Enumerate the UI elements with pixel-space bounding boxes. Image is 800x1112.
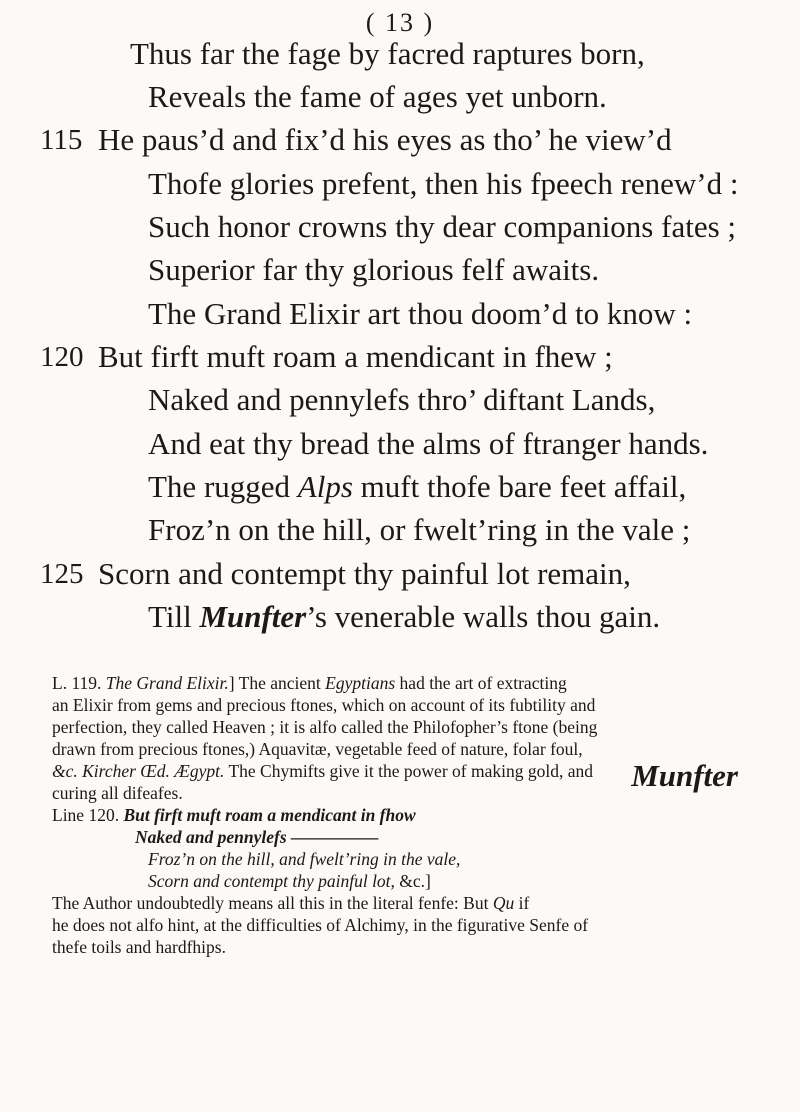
note-line: The Author undoubtedly means all this in the literal fenfe: But Qu if [52, 893, 530, 913]
verse-text: The Grand Elixir art thou doom’d to know : [148, 296, 693, 331]
note-line: Naked and pennylefs ————— [135, 827, 379, 847]
verse-line [0, 378, 800, 422]
verse-text-part: ’s venerable walls thou gain. [306, 599, 661, 634]
verse-line [0, 205, 800, 249]
verse-text: Such honor crowns thy dear companions fates ; [148, 209, 737, 244]
verse-line [0, 162, 800, 206]
note-line: curing all difeafes. [52, 783, 183, 803]
catchword: Munfter [631, 758, 738, 793]
page-number: ( 13 ) [365, 8, 435, 37]
verse-text: Thofe glories prefent, then his fpeech renew’d : [148, 166, 739, 201]
note-line: &c. Kircher Œd. Ægypt. The Chymifts give it the power of making gold, and [52, 761, 593, 781]
note-line: Scorn and contempt thy painful lot, &c.] [148, 871, 431, 891]
verse-text-part: Till [148, 599, 200, 634]
note-line: an Elixir from gems and precious ftones, which on account of its fubtility and [52, 695, 596, 715]
verse-text [148, 595, 660, 639]
verse-text: He paus’d and fix’d his eyes as tho’ he view’d [98, 122, 672, 157]
verse-line [0, 248, 800, 292]
verse-text: And eat thy bread the alms of ftranger hands. [148, 426, 709, 461]
line-number: 125 [40, 558, 84, 590]
verse-line [0, 595, 800, 639]
note-line: he does not alfo hint, at the difficulties of Alchimy, in the figurative Senfe of [52, 915, 589, 935]
verse-text: Scorn and contempt thy painful lot remain, [98, 556, 631, 591]
verse-text-part: muft thofe bare feet affail, [352, 469, 687, 504]
note-line: Line 120. But firft muft roam a mendicant in fhow [52, 805, 416, 825]
verse-line [0, 75, 800, 119]
note-line: L. 119. The Grand Elixir.] The ancient Egyptians had the art of extracting [52, 673, 567, 693]
verse-line [0, 465, 800, 509]
verse-text: Reveals the fame of ages yet unborn. [148, 79, 607, 114]
place-name-alps: Alps [297, 469, 353, 504]
verse-line [0, 422, 800, 466]
verse-line [0, 118, 800, 162]
line-number: 115 [40, 124, 83, 156]
note-line: perfection, they called Heaven ; it is alfo called the Philofopher’s ftone (being [52, 717, 598, 737]
verse-line [0, 292, 800, 336]
verse-text [148, 465, 686, 509]
verse-text: But firft muft roam a mendicant in fhew ; [98, 339, 613, 374]
note-line: Froz’n on the hill, and fwelt’ring in the vale, [148, 849, 461, 869]
verse-text: Superior far thy glorious felf awaits. [148, 252, 600, 287]
verse-text: Thus far the fage by facred raptures born, [130, 36, 645, 71]
line-number: 120 [40, 341, 84, 373]
note-line: drawn from precious ftones,) Aquavitæ, vegetable feed of nature, folar foul, [52, 739, 583, 759]
verse-text: Froz’n on the hill, or fwelt’ring in the vale ; [148, 512, 691, 547]
verse-line [0, 335, 800, 379]
place-name-munster: Munfter [199, 599, 307, 634]
verse-line [0, 552, 800, 596]
verse-text: Naked and pennylefs thro’ diftant Lands, [148, 382, 656, 417]
verse-line [0, 508, 800, 552]
verse-text-part: The rugged [148, 469, 298, 504]
verse-line [0, 32, 800, 76]
note-line: thefe toils and hardfhips. [52, 937, 226, 957]
